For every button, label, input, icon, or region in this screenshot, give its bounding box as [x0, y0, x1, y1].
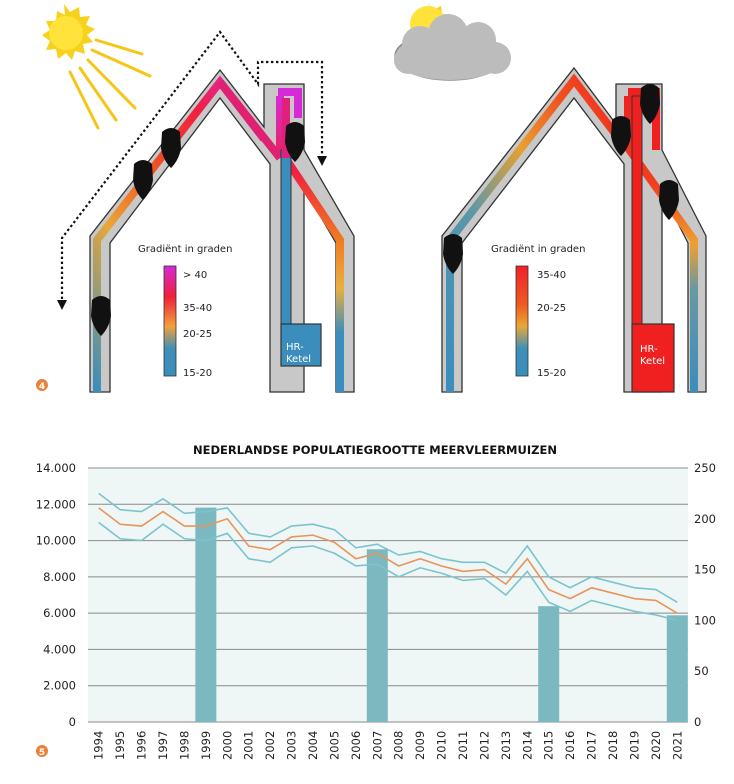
right-axis-tick-label: 200 [694, 511, 716, 526]
x-tick-label: 2014 [520, 730, 535, 760]
boiler-label-line2: Ketel [640, 356, 666, 367]
x-tick-label: 1999 [198, 730, 213, 760]
legend-label-35-40: 35-40 [183, 303, 213, 314]
x-tick-label: 2018 [606, 730, 620, 760]
right-axis-tick-label: 250 [694, 461, 716, 475]
left-house [57, 32, 354, 392]
population-chart [0, 430, 734, 784]
x-tick-label: 2011 [456, 730, 470, 760]
x-tick-label: 2009 [413, 730, 428, 760]
x-tick-label: 2013 [498, 730, 513, 760]
x-tick-label: 2002 [263, 730, 278, 760]
right-axis-tick-label: 0 [694, 715, 702, 729]
legend-title: Gradiënt in graden [491, 244, 586, 255]
x-tick-label: 2016 [563, 730, 578, 760]
x-tick-label: 2004 [306, 730, 320, 760]
left-axis-tick-label: 12.000 [35, 497, 76, 512]
left-axis-tick-label: 10.000 [35, 533, 76, 548]
x-tick-label: 2010 [434, 730, 449, 760]
airflow-arrow-left [57, 300, 67, 310]
x-tick-label: 2006 [348, 730, 363, 760]
x-tick-label: 2001 [241, 730, 256, 760]
airflow-arrow-right [317, 156, 327, 166]
legend-title: Gradiënt in graden [138, 244, 233, 255]
legend-label-gt40: > 40 [183, 270, 208, 281]
x-tick-label: 2020 [648, 730, 663, 760]
x-tick-label: 2005 [327, 730, 342, 760]
x-tick-label: 2007 [370, 730, 385, 760]
bar-2021 [667, 615, 688, 722]
x-tick-label: 1996 [134, 730, 149, 760]
legend-label-15-20: 15-20 [537, 368, 567, 379]
x-tick-label: 1997 [156, 730, 170, 760]
legend-label-15-20: 15-20 [183, 368, 213, 379]
boiler-label-line1: HR- [640, 344, 658, 355]
x-axis [92, 731, 685, 760]
x-tick-label: 2003 [284, 730, 299, 760]
legend-label-35-40: 35-40 [537, 270, 567, 281]
left-axis-tick-label: 0 [68, 715, 76, 729]
bar-2007 [367, 549, 388, 722]
sun-icon [42, 4, 150, 128]
x-tick-label: 2019 [627, 730, 642, 760]
x-tick-label: 1995 [113, 730, 128, 760]
right-axis-tick-label: 50 [694, 664, 709, 679]
left-axis-tick-label: 2.000 [43, 678, 76, 693]
plot-area [88, 468, 688, 722]
right-axis [694, 461, 716, 729]
right-axis-tick-label: 100 [694, 613, 716, 628]
left-axis-tick-label: 14.000 [35, 461, 76, 475]
boiler-label-line1: HR- [286, 342, 304, 353]
temperature-gradient-legend [516, 266, 528, 376]
boiler-label-line2: Ketel [286, 354, 312, 365]
legend-label-20-25: 20-25 [537, 303, 567, 314]
x-tick-label: 1994 [91, 730, 106, 760]
x-tick-label: 2015 [541, 730, 556, 760]
legend-label-20-25: 20-25 [183, 329, 213, 340]
chart-title: NEDERLANDSE POPULATIEGROOTTE MEERVLEERMUIZEN [193, 443, 557, 457]
x-tick-label: 2000 [220, 730, 235, 760]
figure-number: 4 [38, 382, 46, 392]
bar-2015 [538, 606, 559, 722]
left-axis [36, 461, 76, 729]
figure-number: 5 [38, 748, 46, 758]
x-tick-label: 2012 [477, 730, 492, 760]
x-tick-label: 1998 [177, 730, 192, 760]
left-axis-tick-label: 8.000 [43, 569, 76, 584]
left-axis-tick-label: 6.000 [43, 606, 76, 621]
x-tick-label: 2017 [584, 730, 599, 760]
right-house [442, 68, 706, 392]
temperature-gradient-legend [164, 266, 176, 376]
right-axis-tick-label: 150 [694, 562, 716, 577]
x-tick-label: 2008 [391, 730, 406, 760]
x-tick-label: 2021 [670, 730, 685, 760]
cloud-icon [394, 3, 511, 80]
left-axis-tick-label: 4.000 [43, 642, 76, 657]
